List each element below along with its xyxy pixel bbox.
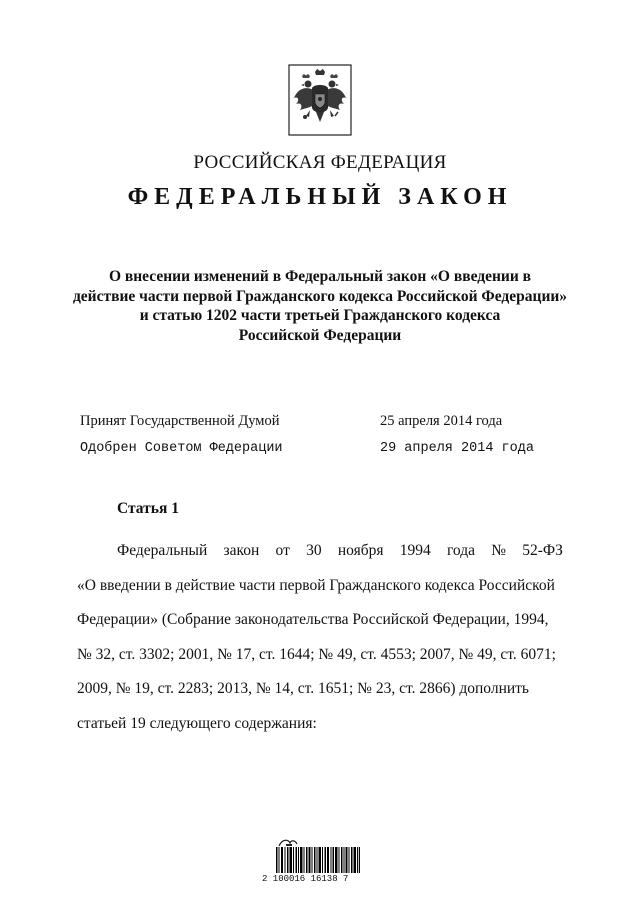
article-word: 30 xyxy=(306,542,322,559)
duma-adoption-label: Принят Государственной Думой xyxy=(80,413,280,429)
law-title-line: и статью 1202 части третьей Гражданского кодекса xyxy=(139,307,501,324)
registry-logo-icon xyxy=(278,838,298,847)
article-word: от xyxy=(275,542,290,559)
article-word: закон xyxy=(223,542,260,559)
article-word: года xyxy=(446,542,475,559)
article-heading: Статья 1 xyxy=(117,500,179,517)
document-type: ФЕДЕРАЛЬНЫЙ ЗАКОН xyxy=(127,184,513,210)
law-title-line: действие части первой Гражданского кодекса Российской Федерации» xyxy=(72,287,568,305)
article-word: 1994 xyxy=(399,542,431,559)
article-line: статьей 19 следующего содержания: xyxy=(77,714,317,732)
article-line: № 32, ст. 3302; 2001, № 17, ст. 1644; № 49, ст. 4553; 2007, № 49, ст. 6071; xyxy=(77,645,556,663)
article-word: 52-ФЗ xyxy=(522,542,563,559)
article-word: № xyxy=(491,542,507,559)
law-title-line: О внесении изменений в Федеральный закон «О введении в xyxy=(108,268,532,285)
barcode-icon xyxy=(276,847,360,873)
law-title-line: Российской Федерации xyxy=(238,326,402,344)
article-line: Федерации» (Собрание законодательства Российской Федерации, 1994, xyxy=(77,611,549,629)
article-line: «О введении в действие части первой Гражданского кодекса Российской xyxy=(77,576,555,594)
article-first-line xyxy=(77,534,563,569)
article-body xyxy=(77,534,563,742)
barcode-number: 2 100016 16138 7 xyxy=(262,874,349,884)
article-word: ноября xyxy=(337,542,384,559)
council-approval-label: Одобрен Советом Федерации xyxy=(80,441,283,456)
duma-adoption-date: 25 апреля 2014 года xyxy=(380,413,503,429)
country-name: РОССИЙСКАЯ ФЕДЕРАЦИЯ xyxy=(193,152,447,173)
law-title xyxy=(60,267,580,345)
document-barcode xyxy=(262,838,382,884)
coat-of-arms-icon xyxy=(288,64,352,136)
council-approval-date: 29 апреля 2014 года xyxy=(380,441,534,456)
article-line: 2009, № 19, ст. 2283; 2013, № 14, ст. 1651; № 23, ст. 2866) дополнить xyxy=(77,680,529,698)
article-word: Федеральный xyxy=(117,542,208,559)
